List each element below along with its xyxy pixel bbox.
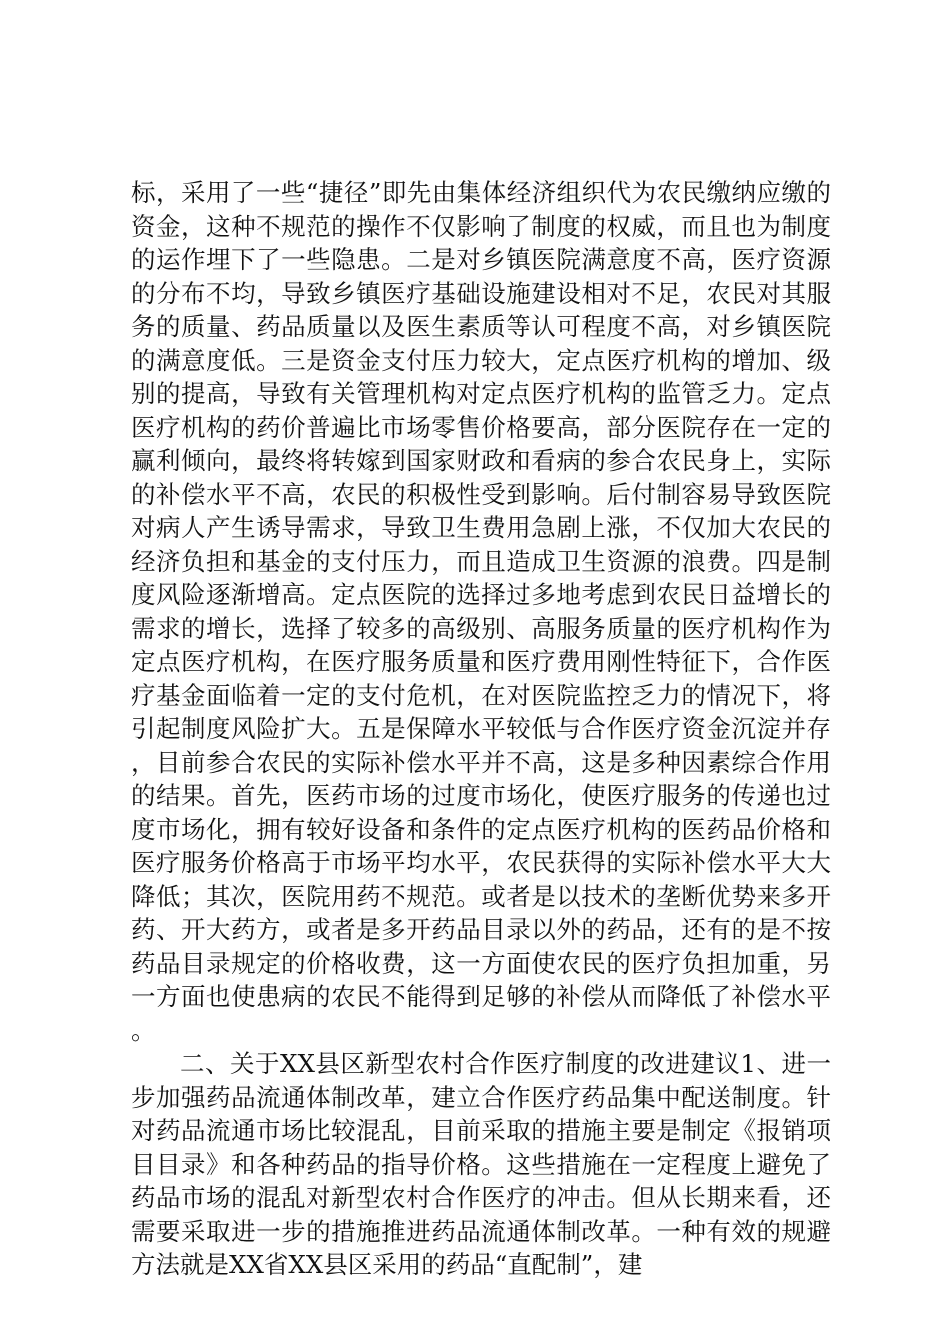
document-body: [131, 176, 831, 1282]
paragraph-continuation: 标，采用了一些“捷径”即先由集体经济组织代为农民缴纳应缴的资金，这种不规范的操作不仅影响了制度的权威，而且也为制度的运作埋下了一些隐患。二是对乡镇医院满意度不高，医疗资源的分布不均，导致乡镇医疗基础设施建设相对不足，农民对其服务的质量、药品质量以及医生素质等认可程度不高，对乡镇医院的满意度低。三是资金支付压力较大，定点医疗机构的增加、级别的提高，导致有关管理机构对定点医疗机构的监管乏力。定点医疗机构的药价普遍比市场零售价格要高，部分医院存在一定的赢利倾向，最终将转嫁到国家财政和看病的参合农民身上，实际的补偿水平不高，农民的积极性受到影响。后付制容易导致医院对病人产生诱导需求，导致卫生费用急剧上涨，不仅加大农民的经济负担和基金的支付压力，而且造成卫生资源的浪费。四是制度风险逐渐增高。定点医院的选择过多地考虑到农民日益增长的需求的增长，选择了较多的高级别、高服务质量的医疗机构作为定点医疗机构，在医疗服务质量和医疗费用刚性特征下，合作医疗基金面临着一定的支付危机，在对医院监控乏力的情况下，将引起制度风险扩大。五是保障水平较低与合作医疗资金沉淀并存，目前参合农民的实际补偿水平并不高，这是多种因素综合作用的结果。首先，医药市场的过度市场化，使医疗服务的传递也过度市场化，拥有较好设备和条件的定点医疗机构的医药品价格和医疗服务价格高于市场平均水平，农民获得的实际补偿水平大大降低；其次，医院用药不规范。或者是以技术的垄断优势来多开药、开大药方，或者是多开药品目录以外的药品，还有的是不按药品目录规定的价格收费，这一方面使农民的医疗负担加重，另一方面也使患病的农民不能得到足够的补偿从而降低了补偿水平。: [131, 178, 831, 1045]
paragraph-section-two: 二、关于XX县区新型农村合作医疗制度的改进建议1、进一步加强药品流通体制改革，建立合作医疗药品集中配送制度。针对药品流通市场比较混乱，目前采取的措施主要是制定《报销项目目录》和各种药品的指导价格。这些措施在一定程度上避免了药品市场的混乱对新型农村合作医疗的冲击。但从长期来看，还需要采取进一步的措施推进药品流通体制改革。一种有效的规避方法就是XX省XX县区采用的药品“直配制”，建: [131, 1049, 831, 1279]
